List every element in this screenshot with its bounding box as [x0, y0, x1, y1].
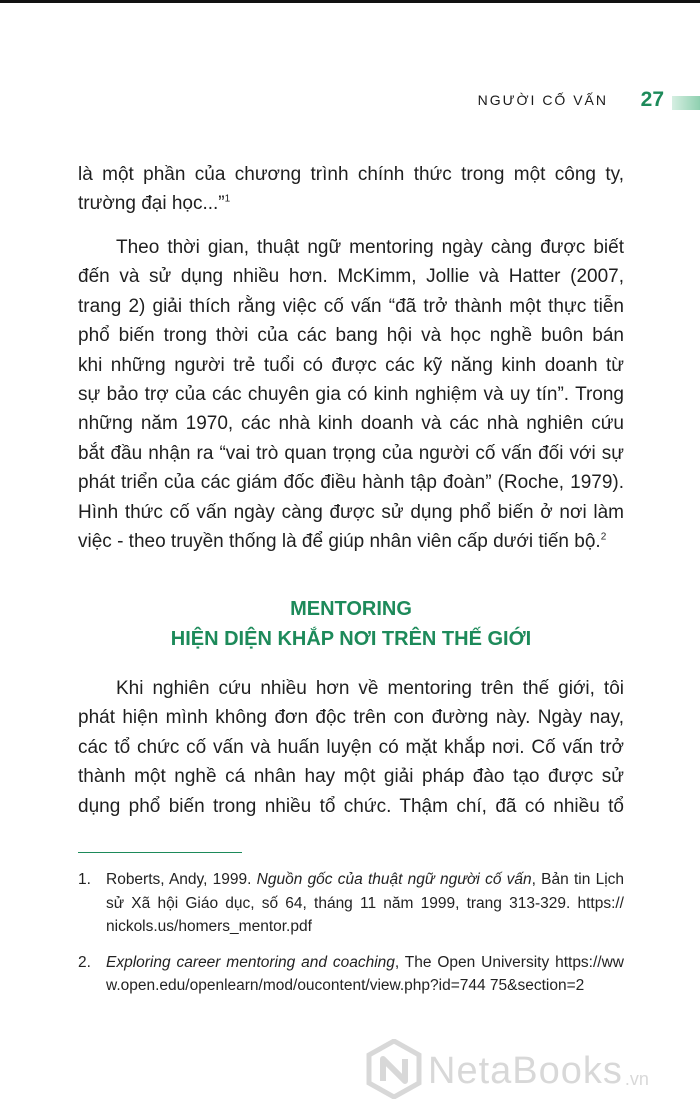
section-heading-line2: HIỆN DIỆN KHẮP NƠI TRÊN THẾ GIỚI — [170, 628, 532, 650]
section-heading — [78, 594, 624, 654]
footnote-text: Roberts, Andy, 1999. — [106, 871, 257, 888]
text-line-content: việc - theo truyền thống là để giúp nhân viên cấp dưới tiến bộ. — [78, 531, 601, 553]
running-header-title: NGƯỜI CỐ VẤN — [477, 92, 608, 108]
page-number: 27 — [640, 88, 664, 111]
footnote-number: 1. — [78, 871, 91, 888]
netabooks-logo-icon — [366, 1039, 422, 1104]
footnote-title: Nguồn gốc của thuật ngữ người cố vấn — [256, 871, 532, 888]
text-line: thành một nghề cá nhân hay một giải pháp đào tạo được sử — [78, 766, 624, 788]
text-line: đến và sử dụng nhiều hơn. McKimm, Jollie và Hatter (2007, — [78, 266, 624, 288]
text-line: bắt đầu nhận ra “vai trò quan trọng của người cố vấn đối với sự — [78, 442, 624, 464]
text-line: phát hiện mình không đơn độc trên con đường này. Ngày nay, — [78, 707, 624, 729]
text-line: Hình thức cố vấn ngày càng được sử dụng phổ biến ở nơi làm — [78, 501, 624, 523]
paragraph-continuation — [78, 160, 624, 219]
watermark-brand: NetaBooks — [428, 1049, 623, 1092]
footnotes — [78, 868, 624, 998]
text-line: những năm 1970, các nhà kinh doanh và các nhà nghiên cứu — [78, 413, 624, 435]
text-line: Theo thời gian, thuật ngữ mentoring ngày càng được biết — [116, 237, 624, 258]
text-line: Khi nghiên cứu nhiều hơn về mentoring trên thế giới, tôi — [116, 678, 624, 699]
section-heading-line1: MENTORING — [290, 598, 412, 620]
footnote-number: 2. — [78, 953, 91, 971]
text-line — [78, 527, 624, 556]
text-line: trang 2) giải thích rằng việc cố vấn “đã trở thành một thực tiễn — [78, 295, 624, 317]
footnote-item — [78, 868, 624, 939]
header-accent-bar — [672, 96, 700, 110]
footnote-ref: 2 — [600, 531, 607, 543]
footnote-text: , The Open University https://www.open.edu/openlearn/mod/oucontent/view.php?id=744 75&section=2 — [106, 953, 624, 994]
text-line — [78, 189, 624, 218]
footnote-ref: 1 — [224, 194, 231, 206]
footnote-text: , Bản tin Lịch sử Xã hội Giáo dục, số 64, tháng 11 năm 1999, trang 313-329. https:// nickols.us/homers_mentor.pdf — [106, 871, 625, 935]
paragraph-mentoring-worldwide — [78, 674, 624, 821]
footnote-separator — [78, 852, 242, 853]
watermark-suffix: .vn — [624, 1069, 649, 1089]
text-line: khi những người trẻ tuổi có được các kỹ năng kinh doanh từ — [78, 354, 624, 376]
text-line-content: trường đại học...” — [78, 193, 225, 215]
paragraph-mentoring-history — [78, 233, 624, 556]
footnote-title: Exploring career mentoring and coaching — [106, 953, 395, 971]
text-line: phổ biến trong thời của các bang hội và học nghề buôn bán — [78, 325, 624, 347]
footnote-item — [78, 951, 624, 998]
text-line: là một phần của chương trình chính thức trong một công ty, — [78, 164, 624, 185]
text-line: các tổ chức cố vấn và huấn luyện có mặt khắp nơi. Cố vấn trở — [78, 736, 624, 758]
text-line: dụng phổ biến trong nhiều tổ chức. Thậm chí, đã có nhiều tổ — [78, 795, 624, 817]
text-line: sự bảo trợ của các chuyên gia có kinh nghiệm và uy tín”. Trong — [78, 384, 624, 406]
top-border-rule — [0, 0, 700, 3]
watermark — [366, 1040, 700, 1102]
text-line: phát triển của các giám đốc điều hành tập đoàn” (Roche, 1979). — [78, 472, 624, 494]
